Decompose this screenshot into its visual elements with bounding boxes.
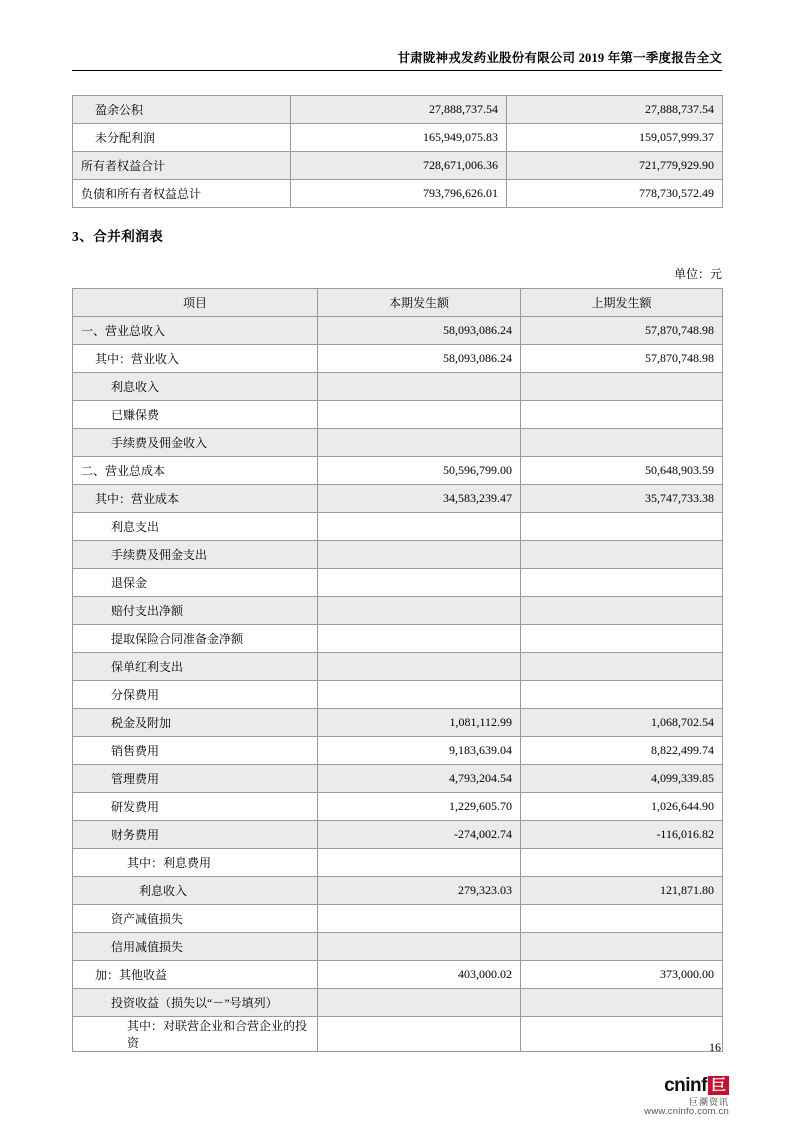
table-row xyxy=(73,401,723,429)
table-row xyxy=(73,345,723,373)
row-value-current: -274,002.74 xyxy=(318,821,521,849)
table-row xyxy=(73,513,723,541)
table-row xyxy=(73,765,723,793)
row-label: 销售费用 xyxy=(73,737,318,765)
row-value-previous: 1,068,702.54 xyxy=(521,709,723,737)
row-value-previous: 4,099,339.85 xyxy=(521,765,723,793)
row-label: 手续费及佣金支出 xyxy=(73,541,318,569)
row-value-previous: 159,057,999.37 xyxy=(507,124,723,152)
row-value-current xyxy=(318,905,521,933)
row-value-current xyxy=(318,681,521,709)
logo-url: www.cninfo.com.cn xyxy=(644,1106,729,1118)
row-value-current: 793,796,626.01 xyxy=(291,180,507,208)
row-label: 利息收入 xyxy=(73,373,318,401)
table-row xyxy=(73,597,723,625)
logo-mark-icon: 巨 xyxy=(708,1076,729,1095)
row-label: 分保费用 xyxy=(73,681,318,709)
row-value-previous xyxy=(521,625,723,653)
row-label: 税金及附加 xyxy=(73,709,318,737)
row-value-previous: 27,888,737.54 xyxy=(507,96,723,124)
row-value-current: 165,949,075.83 xyxy=(291,124,507,152)
row-value-previous xyxy=(521,933,723,961)
row-value-current: 58,093,086.24 xyxy=(318,317,521,345)
logo-chinese-name: 巨潮资讯 xyxy=(688,1096,729,1107)
row-value-previous xyxy=(521,541,723,569)
row-value-previous xyxy=(521,849,723,877)
row-label: 一、营业总收入 xyxy=(73,317,318,345)
logo-wordmark: cninf xyxy=(664,1075,707,1096)
column-header-item: 项目 xyxy=(73,289,318,317)
table-row xyxy=(73,709,723,737)
row-value-current: 728,671,006.36 xyxy=(291,152,507,180)
table-row xyxy=(73,849,723,877)
table-row xyxy=(73,905,723,933)
row-value-current: 9,183,639.04 xyxy=(318,737,521,765)
row-value-previous xyxy=(521,681,723,709)
row-value-current: 50,596,799.00 xyxy=(318,457,521,485)
table-header-row xyxy=(73,289,723,317)
row-label: 利息支出 xyxy=(73,513,318,541)
column-header-previous: 上期发生额 xyxy=(521,289,723,317)
row-value-current: 34,583,239.47 xyxy=(318,485,521,513)
table-row xyxy=(73,569,723,597)
table-row xyxy=(73,821,723,849)
row-label: 加：其他收益 xyxy=(73,961,318,989)
table-row xyxy=(73,989,723,1017)
row-label: 未分配利润 xyxy=(73,124,291,152)
row-value-previous: 721,779,929.90 xyxy=(507,152,723,180)
table-row xyxy=(73,625,723,653)
row-value-previous: 121,871.80 xyxy=(521,877,723,905)
row-value-current xyxy=(318,1017,521,1052)
section-title: 3、合并利润表 xyxy=(72,229,164,244)
row-label: 负债和所有者权益总计 xyxy=(73,180,291,208)
row-value-current xyxy=(318,653,521,681)
row-label: 提取保险合同准备金净额 xyxy=(73,625,318,653)
row-value-previous xyxy=(521,905,723,933)
table-row xyxy=(73,429,723,457)
column-header-current: 本期发生额 xyxy=(318,289,521,317)
row-label: 资产减值损失 xyxy=(73,905,318,933)
row-label: 财务费用 xyxy=(73,821,318,849)
row-value-previous xyxy=(521,569,723,597)
row-value-current: 1,229,605.70 xyxy=(318,793,521,821)
row-value-current xyxy=(318,849,521,877)
row-value-previous xyxy=(521,373,723,401)
table-row xyxy=(73,317,723,345)
row-value-previous: -116,016.82 xyxy=(521,821,723,849)
row-label: 投资收益（损失以“－”号填列） xyxy=(73,989,318,1017)
row-value-previous: 778,730,572.49 xyxy=(507,180,723,208)
header-divider xyxy=(72,70,722,71)
table-row xyxy=(73,653,723,681)
row-value-current xyxy=(318,373,521,401)
row-value-current: 403,000.02 xyxy=(318,961,521,989)
row-label: 其中：对联营企业和合营企业的投资 xyxy=(73,1017,318,1052)
table-row xyxy=(73,180,723,208)
row-value-current xyxy=(318,569,521,597)
row-value-previous: 373,000.00 xyxy=(521,961,723,989)
table-row xyxy=(73,961,723,989)
row-value-current xyxy=(318,429,521,457)
row-value-current xyxy=(318,541,521,569)
row-label: 信用减值损失 xyxy=(73,933,318,961)
row-label: 二、营业总成本 xyxy=(73,457,318,485)
row-value-current xyxy=(318,933,521,961)
table-row xyxy=(73,681,723,709)
table-row xyxy=(73,793,723,821)
row-value-current: 27,888,737.54 xyxy=(291,96,507,124)
row-label: 其中：营业收入 xyxy=(73,345,318,373)
page-number: 16 xyxy=(709,1040,721,1054)
income-statement-table xyxy=(72,288,723,1052)
row-label: 盈余公积 xyxy=(73,96,291,124)
row-label: 保单红利支出 xyxy=(73,653,318,681)
table-row xyxy=(73,124,723,152)
row-value-current: 58,093,086.24 xyxy=(318,345,521,373)
page-header: 甘肃陇神戎发药业股份有限公司 2019 年第一季度报告全文 xyxy=(397,51,722,65)
table-row xyxy=(73,1017,723,1052)
cninfo-logo xyxy=(644,1075,729,1118)
row-value-previous xyxy=(521,597,723,625)
row-value-previous: 50,648,903.59 xyxy=(521,457,723,485)
table-row xyxy=(73,737,723,765)
row-value-previous: 1,026,644.90 xyxy=(521,793,723,821)
row-label: 管理费用 xyxy=(73,765,318,793)
row-value-previous: 57,870,748.98 xyxy=(521,317,723,345)
row-label: 研发费用 xyxy=(73,793,318,821)
balance-sheet-tail-table xyxy=(72,95,723,208)
row-label: 利息收入 xyxy=(73,877,318,905)
row-value-current: 279,323.03 xyxy=(318,877,521,905)
row-label: 其中：营业成本 xyxy=(73,485,318,513)
row-value-previous xyxy=(521,989,723,1017)
table-row xyxy=(73,541,723,569)
row-value-current xyxy=(318,597,521,625)
row-value-previous xyxy=(521,513,723,541)
row-value-current xyxy=(318,625,521,653)
row-label: 已赚保费 xyxy=(73,401,318,429)
table-row xyxy=(73,152,723,180)
row-value-current xyxy=(318,989,521,1017)
row-value-previous xyxy=(521,401,723,429)
row-label: 赔付支出净额 xyxy=(73,597,318,625)
row-value-current: 1,081,112.99 xyxy=(318,709,521,737)
table-row xyxy=(73,373,723,401)
row-label: 所有者权益合计 xyxy=(73,152,291,180)
table-row xyxy=(73,933,723,961)
table-row xyxy=(73,457,723,485)
row-value-previous xyxy=(521,653,723,681)
row-value-current xyxy=(318,401,521,429)
row-label: 手续费及佣金收入 xyxy=(73,429,318,457)
table-row xyxy=(73,877,723,905)
row-value-current xyxy=(318,513,521,541)
unit-label: 单位：元 xyxy=(673,267,722,281)
row-value-previous xyxy=(521,429,723,457)
row-value-previous: 8,822,499.74 xyxy=(521,737,723,765)
row-value-previous: 35,747,733.38 xyxy=(521,485,723,513)
row-value-previous: 57,870,748.98 xyxy=(521,345,723,373)
row-label: 其中：利息费用 xyxy=(73,849,318,877)
row-value-current: 4,793,204.54 xyxy=(318,765,521,793)
row-label: 退保金 xyxy=(73,569,318,597)
row-value-previous xyxy=(521,1017,723,1052)
table-row xyxy=(73,96,723,124)
table-row xyxy=(73,485,723,513)
